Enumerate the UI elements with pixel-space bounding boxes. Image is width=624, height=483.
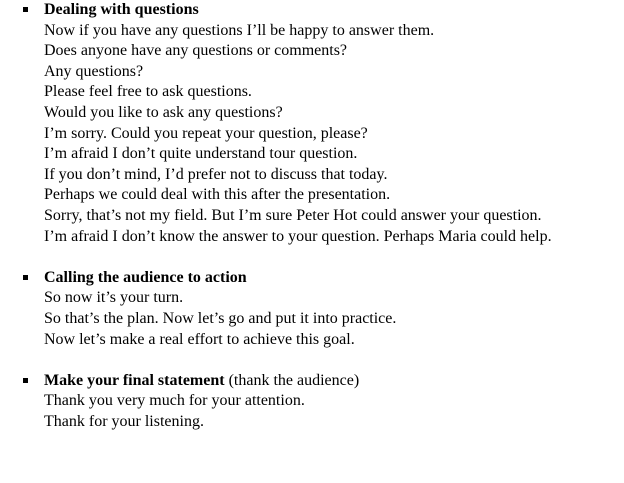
section-calling-audience-to-action: [44, 268, 604, 350]
phrase-line: I’m afraid I don’t quite understand tour question.: [44, 145, 358, 163]
phrase-line: I’m sorry. Could you repeat your question, please?: [44, 124, 368, 142]
section-heading: [20, 371, 604, 392]
square-bullet-icon: [23, 7, 28, 12]
phrase-line: Now if you have any questions I’ll be happy to answer them.: [44, 21, 435, 39]
phrase-line: Thank you very much for your attention.: [44, 392, 305, 410]
phrase-line: Would you like to ask any questions?: [44, 103, 283, 121]
phrase-line: Thank for your listening.: [44, 412, 204, 430]
phrase-line: Does anyone have any questions or comments?: [44, 42, 348, 60]
section-heading: [20, 268, 604, 289]
section-final-statement: [44, 371, 604, 433]
phrase-line: Please feel free to ask questions.: [44, 83, 252, 101]
phrase-line: Any questions?: [44, 62, 144, 80]
phrase-line: Perhaps we could deal with this after the presentation.: [44, 186, 391, 204]
phrase-line: Sorry, that’s not my field. But I’m sure Peter Hot could answer your question.: [44, 206, 542, 224]
heading-text: Calling the audience to action: [44, 268, 247, 286]
phrase-line: Now let’s make a real effort to achieve this goal.: [44, 330, 355, 348]
heading-text: Make your final statement: [44, 371, 225, 389]
phrase-line: I’m afraid I don’t know the answer to your question. Perhaps Maria could help.: [44, 227, 552, 245]
phrase-line: If you don’t mind, I’d prefer not to discuss that today.: [44, 165, 388, 183]
section-spacer: [44, 247, 604, 268]
phrase-line: So that’s the plan. Now let’s go and put it into practice.: [44, 309, 397, 327]
section-spacer: [44, 350, 604, 371]
section-dealing-with-questions: [44, 0, 604, 247]
heading-note: (thank the audience): [224, 371, 360, 389]
section-heading: [20, 0, 604, 21]
square-bullet-icon: [23, 378, 28, 383]
phrase-line: So now it’s your turn.: [44, 289, 184, 307]
heading-text: Dealing with questions: [44, 1, 199, 18]
square-bullet-icon: [23, 275, 28, 280]
document-page: [44, 0, 604, 432]
